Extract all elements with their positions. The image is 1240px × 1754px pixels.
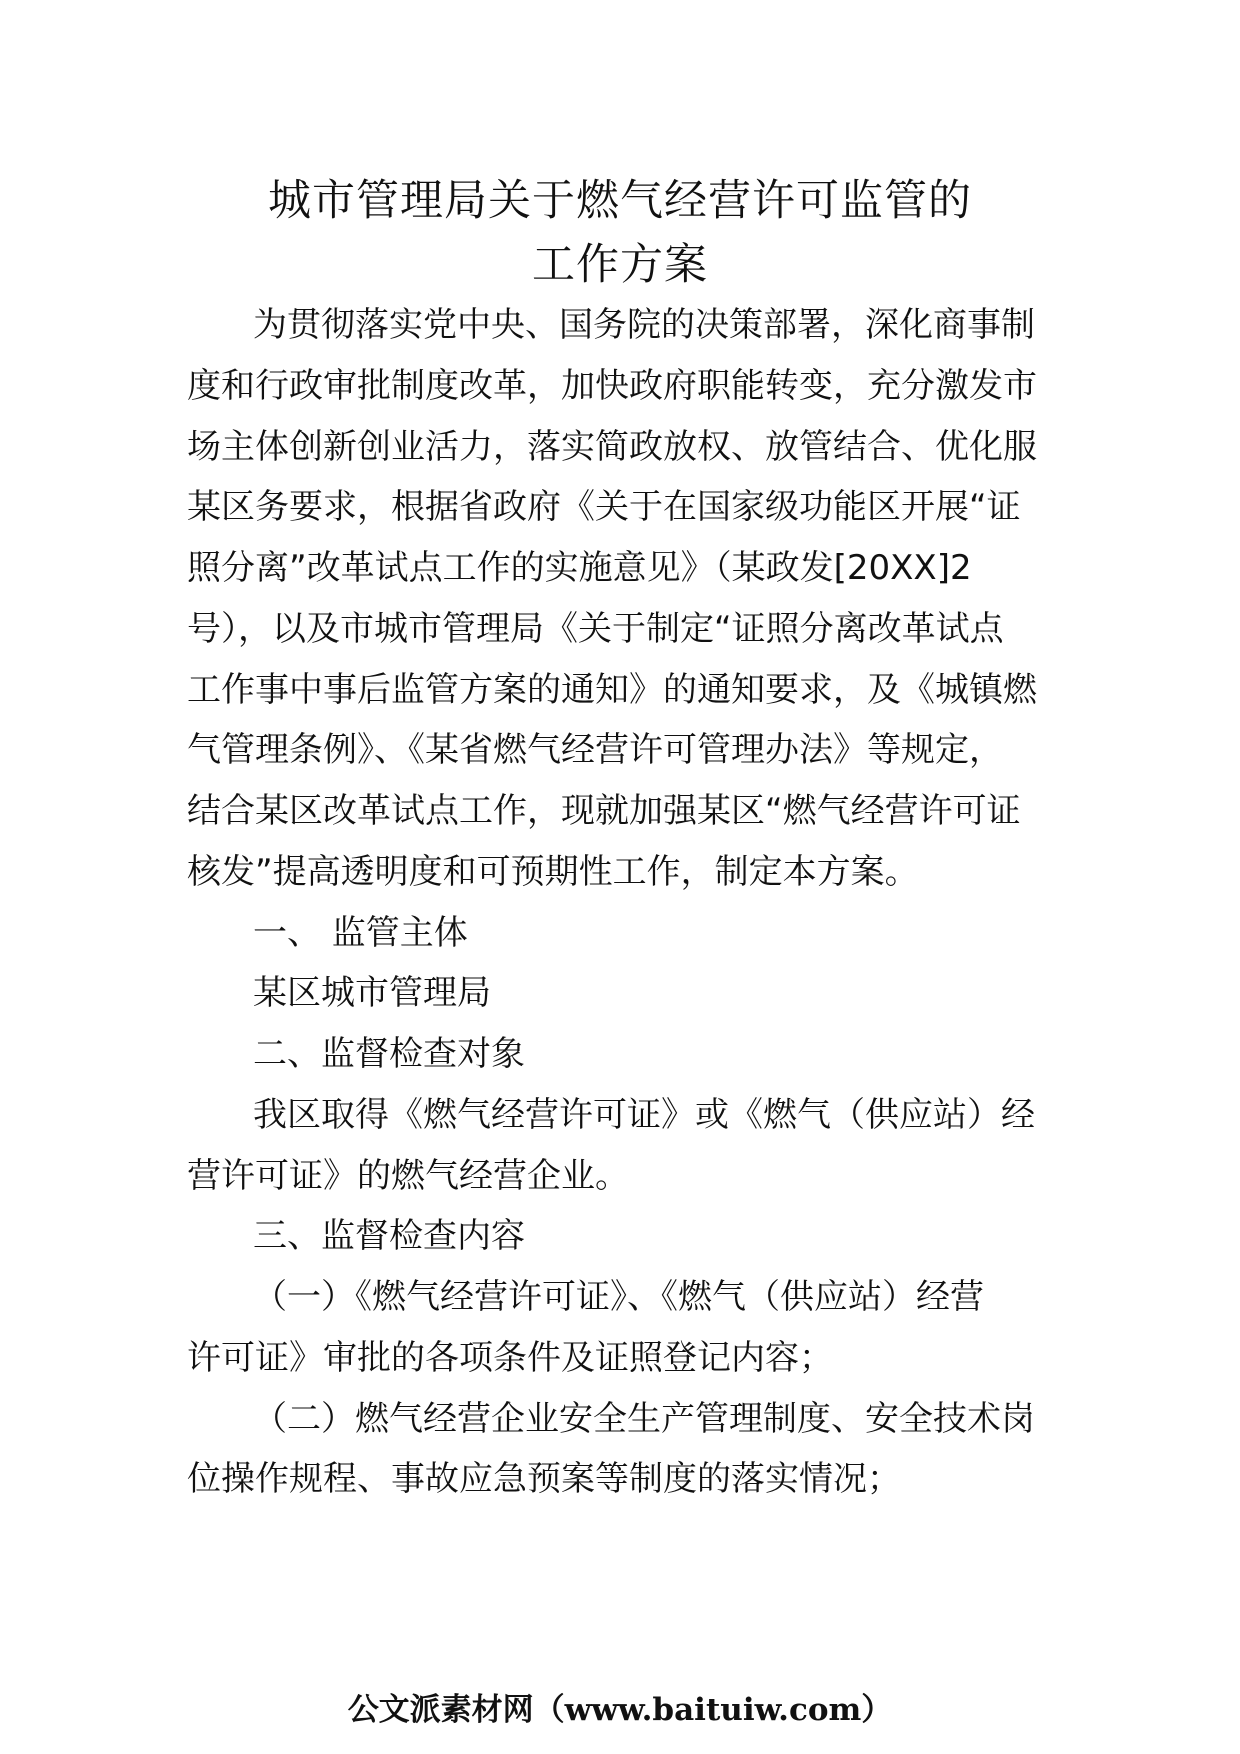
list-item-line: 许可证》审批的各项条件及证照登记内容；: [187, 1338, 833, 1378]
paragraph-line: 号），以及市城市管理局《关于制定“证照分离改革试点: [187, 609, 1004, 649]
paragraph-line: 气管理条例》、《某省燃气经营许可管理办法》等规定，: [187, 730, 1003, 770]
paragraph-line: 工作事中事后监管方案的通知》的通知要求，及《城镇燃: [187, 670, 1037, 710]
paragraph-line: 场主体创新创业活力，落实简政放权、放管结合、优化服: [187, 427, 1037, 467]
paragraph-line: 度和行政审批制度改革，加快政府职能转变，充分激发市: [187, 366, 1037, 406]
document-title-line-2: 工作方案: [532, 240, 708, 290]
paragraph-line: 某区务要求，根据省政府《关于在国家级功能区开展“证: [187, 487, 1021, 527]
list-item-line: （二）燃气经营企业安全生产管理制度、安全技术岗: [253, 1399, 1035, 1439]
paragraph-line: 营许可证》的燃气经营企业。: [187, 1156, 629, 1196]
section-heading-1: 一、 监管主体: [253, 913, 468, 953]
paragraph-line: 为贯彻落实党中央、国务院的决策部署，深化商事制: [253, 305, 1035, 345]
paragraph-line: 我区取得《燃气经营许可证》或《燃气（供应站）经: [253, 1095, 1035, 1135]
list-item-line: 位操作规程、事故应急预案等制度的落实情况；: [187, 1459, 901, 1499]
section-heading-2: 二、监督检查对象: [253, 1034, 525, 1074]
paragraph-line: 结合某区改革试点工作，现就加强某区“燃气经营许可证: [187, 791, 1021, 831]
section-heading-3: 三、监督检查内容: [253, 1216, 525, 1256]
document-title-line-1: 城市管理局关于燃气经营许可监管的: [268, 176, 972, 226]
paragraph-line: 某区城市管理局: [253, 973, 491, 1013]
paragraph-line: 核发”提高透明度和可预期性工作，制定本方案。: [187, 852, 919, 892]
paragraph-line: 照分离”改革试点工作的实施意见》（某政发[20XX]2: [187, 548, 972, 588]
footer-watermark: 公文派素材网（www.baituiw.com）: [347, 1692, 893, 1728]
list-item-line: （一）《燃气经营许可证》、《燃气（供应站）经营: [253, 1277, 984, 1317]
